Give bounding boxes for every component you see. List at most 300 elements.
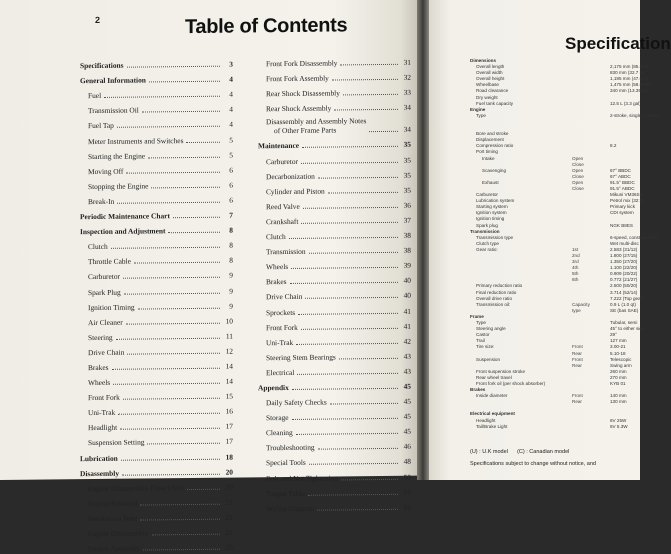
toc-entry-label: Sprockets (266, 307, 296, 317)
toc-leader-dots (334, 108, 398, 111)
spec-key: Transmission oil: (476, 301, 511, 307)
toc-entry-label: Daily Safety Checks (266, 397, 327, 408)
toc-entry-label: Transmission (266, 246, 306, 257)
toc-page-number: 9 (229, 286, 233, 296)
toc-entry (258, 270, 411, 287)
toc-entry (80, 159, 233, 176)
toc-entry-label: Specifications (80, 60, 124, 71)
toc-page-number: 45 (403, 411, 411, 421)
toc-entry (80, 220, 233, 237)
toc-entry-label: Throttle Cable (88, 256, 131, 267)
spec-key: Gear ratio: (476, 246, 498, 252)
toc-entry-label: Wheels (266, 262, 289, 272)
toc-leader-dots (296, 342, 398, 345)
toc-entry-label: Clutch (88, 242, 108, 252)
toc-leader-dots (301, 326, 398, 329)
toc-entry (80, 265, 233, 282)
toc-leader-dots (124, 291, 220, 294)
toc-entry-label: Headlight (88, 423, 118, 433)
spec-modifier: Front (572, 356, 583, 362)
toc-entry-label: Storage (266, 413, 289, 423)
toc-entry (80, 189, 233, 206)
toc-entry (258, 97, 411, 114)
toc-entry (80, 310, 233, 327)
spec-value: CDI system (610, 210, 634, 216)
toc-entry (258, 52, 411, 69)
legend-ca: (C) : Canadian model (517, 449, 570, 455)
spec-value: 3.00-21 (610, 344, 626, 350)
toc-leader-dots (117, 201, 220, 204)
toc-page-number: 35 (403, 155, 411, 165)
toc-page-number: 5 (229, 150, 233, 160)
toc-leader-dots (308, 492, 398, 495)
spec-value: 2,175 mm (85.6 in) (610, 64, 649, 70)
spec-value: 5.10-18 (610, 350, 626, 356)
toc-entry (258, 179, 411, 196)
spec-value: 6V 25W (610, 417, 627, 423)
spec-key: Steering angle (476, 326, 506, 332)
toc-entry-label: Steering Stem Bearings (266, 352, 336, 362)
spec-modifier: Capacity (572, 301, 590, 307)
toc-entry (258, 376, 411, 393)
toc-leader-dots (291, 266, 398, 269)
toc-leader-dots (296, 432, 398, 435)
toc-entry-label: Moving Off (88, 166, 124, 176)
toc-page-number: 14 (225, 376, 233, 386)
toc-leader-dots (309, 462, 398, 465)
spec-key: Type (476, 320, 486, 326)
toc-entry-label: Ignition Timing (88, 302, 135, 312)
spec-modifier: Front (572, 393, 583, 399)
toc-leader-dots (305, 296, 398, 299)
spec-value: KYB 01 (610, 380, 626, 386)
toc-entry-label: Special Tools (266, 458, 306, 468)
spec-value: Telescopic (610, 356, 632, 362)
toc-entry (80, 476, 233, 493)
toc-leader-dots (123, 276, 220, 279)
spec-key: Transmission (470, 228, 500, 234)
toc-page-number: 12 (225, 346, 233, 356)
toc-page-number: 4 (229, 74, 233, 84)
toc-leader-dots (151, 186, 220, 189)
spec-value: 91.5° ABDC (610, 185, 635, 191)
toc-page-number: 6 (229, 180, 233, 190)
spec-modifier: 5th (572, 271, 579, 277)
spec-modifier: Front (572, 344, 583, 350)
toc-leader-dots (290, 281, 398, 284)
spec-key: Suspension (476, 356, 501, 362)
toc-entry-label: Bolt and Nut Tightening (266, 472, 339, 483)
toc-page-number: 43 (403, 366, 411, 376)
toc-page-number: 6 (229, 165, 233, 175)
toc-leader-dots (168, 231, 220, 234)
spec-modifier: Open (572, 155, 584, 161)
toc-entry-label: Lubrication (80, 453, 118, 463)
toc-entry-label: Transmission Oil (88, 105, 139, 116)
spec-value: 6V 5.3W (610, 423, 628, 429)
toc-leader-dots (318, 447, 398, 450)
spec-key: Engine (470, 106, 486, 112)
toc-page-number: 14 (225, 361, 233, 371)
toc-page-number: 38 (403, 245, 411, 255)
spec-value: Swing arm (610, 362, 632, 368)
spec-key: Overall drive ratio (476, 295, 512, 301)
toc-entry-label: Carburetor (88, 272, 121, 282)
spec-value: 67° ABDC (610, 173, 631, 179)
spec-key: Road clearance (476, 88, 509, 94)
toc-entry (258, 315, 411, 332)
toc-leader-dots (147, 442, 220, 445)
toc-entry (258, 436, 411, 453)
toc-leader-dots (134, 261, 220, 264)
toc-page-number: 39 (403, 260, 411, 270)
toc-page-number: 31 (403, 57, 411, 67)
toc-entry (80, 521, 233, 538)
toc-leader-dots (301, 160, 398, 163)
toc-entry (258, 240, 411, 257)
spec-key: Overall height (476, 76, 505, 82)
toc-leader-dots (173, 216, 220, 218)
toc-leader-dots (140, 503, 220, 506)
toc-page-number: 37 (403, 215, 411, 225)
toc-entry (80, 84, 233, 101)
toc-entry (80, 114, 233, 131)
toc-entry-label: Drive Chain (266, 292, 303, 302)
toc-leader-dots (302, 145, 398, 148)
spec-value: Primary kick (610, 204, 636, 210)
toc-page-number: 32 (403, 72, 411, 82)
toc-entry (80, 446, 233, 463)
toc-entry (258, 330, 411, 347)
toc-page-number: 4 (229, 89, 233, 99)
toc-page-number: 21 (225, 497, 233, 507)
spec-value: 0.772 (21/27) (610, 277, 638, 283)
toc-page-number: 35 (403, 140, 411, 150)
toc-page-number: 20 (225, 467, 233, 477)
spec-value: 1.350 (27/20) (610, 259, 638, 265)
spec-value: 127 mm (610, 338, 627, 344)
toc-entry-label: Front Fork (266, 322, 298, 332)
spec-key: Trail (476, 338, 485, 344)
toc-entry (258, 285, 411, 302)
toc-entry-label: Rear Shock Assembly (266, 103, 332, 114)
spec-key: Dimensions (470, 58, 497, 63)
toc-page-number: 33 (403, 87, 411, 98)
toc-leader-dots (318, 175, 398, 178)
toc-page-number: 8 (229, 225, 233, 235)
toc-entry-label: Carburetor (266, 156, 299, 166)
spec-value: 1.800 (27/15) (610, 253, 638, 258)
toc-leader-dots (301, 221, 398, 224)
toc-leader-dots (303, 206, 398, 209)
toc-page-number: 20 (225, 482, 233, 492)
toc-entry (258, 406, 411, 423)
spec-modifier: Close (572, 173, 584, 179)
toc-page-number: 40 (403, 291, 411, 301)
toc-entry-label: Engine Assembly (88, 543, 140, 554)
spec-modifier: Open (572, 179, 584, 185)
toc-leader-dots (104, 95, 220, 98)
toc-leader-dots (292, 387, 398, 390)
toc-leader-dots (369, 130, 398, 132)
toc-entry (80, 401, 233, 418)
toc-leader-dots (328, 191, 398, 194)
spec-key: Brakes (470, 387, 486, 393)
spec-key: Wheelbase (476, 82, 499, 88)
toc-page-number: 45 (403, 381, 411, 391)
spec-key: Ignition system (476, 210, 507, 216)
toc-entry-label: Brakes (266, 277, 287, 287)
toc-page-number: 25 (225, 542, 233, 552)
toc-page-number: 40 (403, 276, 411, 286)
spec-modifier: 3rd (572, 259, 579, 265)
toc-page-number: 43 (403, 351, 411, 361)
toc-page-number: 35 (403, 185, 411, 195)
toc-page-number: 53 (403, 502, 411, 512)
spec-key: Tail/Brake Light (476, 423, 508, 429)
toc-entry (258, 255, 411, 272)
spec-key: Starting system (476, 204, 508, 210)
spec-key: Frame (470, 313, 484, 319)
toc-entry-label: Fuel Tap (88, 121, 114, 131)
toc-page-number: 45 (403, 396, 411, 406)
toc-entry (258, 112, 411, 136)
toc-entry-label: Front Fork Disassembly (266, 58, 338, 69)
spec-modifier: 4th (572, 265, 579, 271)
toc-leader-dots (330, 402, 398, 405)
toc-leader-dots (121, 457, 220, 460)
spec-modifier: 6th (572, 277, 579, 283)
toc-leader-dots (340, 63, 398, 66)
toc-entry (258, 360, 411, 377)
toc-page-number: 7 (229, 210, 233, 220)
spec-value: 45° to either side (610, 326, 645, 332)
spec-modifier: type (572, 307, 581, 313)
spec-value: 130 mm (610, 399, 627, 405)
toc-leader-dots (339, 357, 398, 360)
spec-key: Bore and stroke (476, 131, 509, 137)
spec-title: Specification (565, 34, 671, 53)
toc-entry-label: Engine Removal (88, 498, 138, 508)
spec-key: Compression ratio (476, 143, 514, 149)
toc-page-number: 41 (403, 321, 411, 331)
spec-value: 270 mm (610, 374, 627, 380)
spec-modifier: 1st (572, 246, 579, 252)
spec-key: Clutch type (476, 240, 499, 246)
toc-page-number: 42 (403, 336, 411, 346)
toc-leader-dots (292, 417, 398, 420)
toc-entry (258, 451, 411, 468)
spec-value: Petrol mix (32:1) (610, 198, 644, 204)
toc-page-number: 46 (403, 442, 411, 452)
toc-leader-dots (152, 533, 220, 536)
toc-entry (80, 371, 233, 388)
toc-leader-dots (298, 311, 398, 314)
toc-entry-label: Break-In (88, 196, 115, 207)
toc-entry-label: Reed Valve (266, 201, 300, 212)
toc-entry (80, 295, 233, 312)
toc-entry (80, 537, 233, 554)
toc-leader-dots (341, 477, 398, 480)
spec-modifier: Rear (572, 399, 582, 405)
toc-entry (258, 496, 411, 513)
toc-leader-dots (332, 78, 398, 81)
toc-column-1 (80, 54, 233, 554)
toc-entry (80, 250, 233, 267)
spec-key: Carburetor (476, 192, 498, 198)
toc-entry-label: Engine Disassembly Flow Chart (88, 482, 184, 493)
spec-value: 91.5° BBDC (610, 179, 635, 185)
spec-value: 1,195 mm (47.0 in) (610, 76, 649, 82)
toc-leader-dots (142, 110, 220, 113)
spec-table (470, 58, 660, 430)
toc-page-number: 48 (403, 457, 411, 467)
toc-entry (80, 355, 233, 372)
spec-value: 7.222 (Top gear) (610, 295, 644, 301)
toc-entry (258, 421, 411, 438)
spec-value: 0.909 (20/22) (610, 271, 638, 277)
toc-entry-label: Suspension Setting (88, 437, 145, 448)
toc-leader-dots (127, 352, 220, 355)
spec-key: Rear wheel travel (476, 374, 512, 380)
toc-entry-label: Drive Chain (88, 347, 125, 357)
spec-key: Tire size: (476, 344, 495, 350)
toc-entry-label: Front Fork Assembly (266, 73, 329, 84)
toc-entry (258, 164, 411, 181)
spec-value: 0.9 L (1.0 qt) (610, 301, 636, 307)
spec-value: 2.500 (50/20) (610, 283, 638, 289)
toc-entry-label: Air Cleaner (88, 317, 123, 327)
spec-key: Fuel tank capacity (476, 100, 514, 106)
toc-entry-label: Maintenance (258, 141, 300, 151)
spec-value: Wet multi-disc (610, 240, 639, 246)
toc-entry-label: Torque Table (266, 488, 305, 498)
spec-value: Tubular, semi (610, 320, 638, 326)
toc-entry-label: Cleaning (266, 428, 293, 438)
spec-key: Displacement (476, 137, 504, 143)
spec-value: SE (bas SAE) (610, 307, 639, 313)
toc-entry (258, 225, 411, 242)
spec-value: 8.2 (610, 143, 617, 149)
toc-entry (80, 506, 233, 523)
page-title: Table of Contents (185, 14, 348, 39)
toc-entry-label: Disassembly (80, 468, 120, 478)
spec-key: Overall width (476, 70, 503, 76)
toc-leader-dots (112, 367, 220, 370)
toc-entry-label: Stopping the Engine (88, 181, 149, 191)
toc-leader-dots (143, 548, 220, 551)
toc-entry-label: Inspection and Adjustment (80, 226, 166, 237)
spec-key: Primary reduction ratio (476, 283, 523, 289)
toc-page-number: 50 (403, 472, 411, 482)
spec-value: 340 mm (13.39 in) (610, 88, 648, 94)
spec-value: 3.714 (52/14) (610, 289, 638, 295)
spec-key: Port timing (476, 149, 498, 155)
spec-modifier: Close (572, 185, 584, 191)
spec-value: 29° (610, 332, 617, 338)
spec-key: Ignition timing (476, 216, 505, 222)
toc-page-number: 6 (229, 195, 233, 205)
toc-leader-dots (120, 427, 220, 430)
toc-leader-dots (297, 372, 398, 375)
toc-entry (258, 194, 411, 211)
spec-value: 12.5 L (3.3 gal) (610, 100, 641, 106)
spec-value: Mikuni VM36SS (610, 192, 643, 198)
toc-entry-label: Brakes (88, 362, 109, 373)
toc-entry-label: Meter Instruments and Switches (88, 135, 184, 146)
toc-page-number: 9 (229, 301, 233, 311)
toc-column-2 (258, 52, 411, 513)
toc-leader-dots (187, 487, 220, 489)
spec-key: Front suspension stroke (476, 368, 526, 374)
toc-entry-label: Wiring Diagram (266, 503, 315, 513)
toc-page-number: 21 (225, 527, 233, 537)
toc-page-number: 4 (229, 120, 233, 130)
toc-entry-label: Uni-Trak (88, 408, 116, 418)
toc-entry-label: Fuel (88, 91, 102, 101)
toc-entry-label: Disassembly and Assembly Notes of Other Frame Parts (266, 116, 367, 136)
spec-key: Overall length (476, 64, 505, 70)
spec-value: 6-speed, constant mesh (610, 234, 660, 240)
toc-entry-label: Decarbonization (266, 171, 315, 181)
toc-entry (80, 280, 233, 297)
toc-entry-label: Crankshaft (266, 216, 299, 227)
toc-leader-dots (289, 236, 398, 239)
toc-entry (80, 235, 233, 252)
toc-entry (80, 129, 233, 146)
toc-entry-label: Front Fork (88, 392, 120, 403)
toc-entry (258, 82, 411, 99)
toc-entry-label: Clutch (266, 232, 286, 242)
toc-entry-label: Uni-Trak (266, 337, 294, 347)
toc-entry (258, 134, 411, 151)
toc-leader-dots (123, 397, 220, 400)
spec-key: Headlight (476, 417, 496, 423)
toc-entry-label: Installation Note (88, 513, 138, 523)
toc-entry-label: Steering (88, 332, 113, 342)
toc-entry (80, 54, 233, 71)
toc-entry (258, 345, 411, 362)
toc-leader-dots (127, 65, 220, 68)
toc-page-number: 11 (225, 331, 233, 341)
spec-key: Castor (476, 332, 490, 338)
toc-entry (80, 416, 233, 433)
toc-entry (80, 174, 233, 191)
toc-entry-label: Troubleshooting (266, 443, 315, 453)
spec-note: Specifications subject to change without notice, and (470, 461, 596, 467)
toc-leader-dots (148, 155, 220, 158)
toc-page-number: 15 (225, 391, 233, 401)
spec-value: NGK B8ES (610, 222, 633, 228)
toc-entry-label: Periodic Maintenance Chart (80, 211, 170, 222)
toc-page-number: 18 (225, 452, 233, 462)
spec-key: Inside diameter (476, 393, 508, 399)
toc-page-number: 17 (225, 436, 233, 447)
toc-leader-dots (343, 93, 398, 96)
toc-entry-label-cont: of Other Frame Parts (274, 125, 337, 136)
toc-entry-label: General Information (80, 75, 146, 86)
toc-leader-dots (113, 382, 220, 385)
toc-leader-dots (138, 306, 220, 309)
spec-value: 1,475 mm (58.07 in) (610, 82, 652, 88)
toc-entry (80, 491, 233, 508)
spec-value: 1.100 (22/20) (610, 265, 638, 271)
spec-key: Type (476, 112, 486, 118)
toc-entry (80, 204, 233, 221)
spec-key: Front fork oil (per shock absorber) (476, 380, 546, 386)
toc-entry-label: Starting the Engine (88, 151, 146, 161)
toc-entry-label: Spark Plug (88, 287, 121, 297)
